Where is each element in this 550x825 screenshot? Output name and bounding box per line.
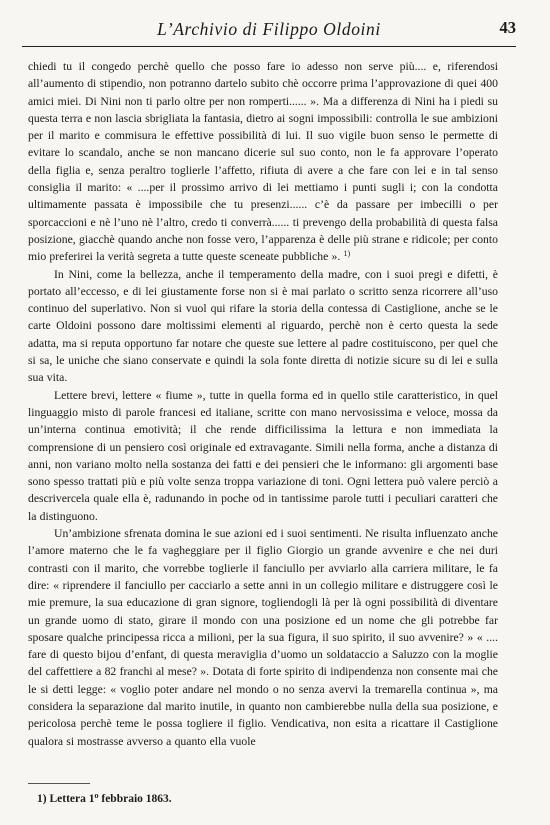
footnote — [37, 793, 172, 805]
footnote-date: febbraio 1863. — [101, 793, 172, 805]
footnote-text: Lettera 1 — [49, 793, 95, 805]
paragraph-1 — [28, 58, 498, 266]
paragraph-4: Un’ambizione sfrenata domina le sue azioni ed i suoi sentimenti. Ne risulta influenzato anche l’amore materno che le fa vagheggiare per il figlio Giorgio un grande avvenire e che nei duri contrasti con il marito, che vorrebbe toglierle il fanciullo per avviarlo alla carriera militare, le fa dire: « riprendere il fanciullo per cacciarlo a sette anni in un collegio militare e distruggere così le mie premure, la sua educazione di gran signore, togliendogli là per là ogni possibilità di diventare un grande uomo di stato, girare il mondo con una posizione ed un nome che gli potrebbe far sposare qualche principessa ricca a milioni, per la sua figura, il suo spirito, il suo avvenire? » « .... fare di questo bijou d’enfant, di questa meraviglia d’uomo un soldataccio a Saluzzo con la moglie del caffettiere a 82 franchi al mese? ». Dotata di forte spirito di indipendenza non consente mai che le si detti legge: « voglio poter andare nel mondo o no senza avervi la tremarella continua », ma considera la separazione dal marito inutile, in quanto non cambierebbe nulla della sua posizione, e pericolosa perchè teme le possa togliere il figlio. Vendicativa, non esita a ricattare il Castiglione qualora si mostrasse avverso a quanto ella vuole — [28, 527, 498, 748]
footnote-reference: 1) — [343, 249, 351, 259]
paragraph-2: In Nini, come la bellezza, anche il temperamento della madre, con i suoi pregi e difetti, è portato all’eccesso, e di lei giustamente forse non si è mai parlato o scritto senza ricorrere all’uso continuo del superlativo. Non si vuol qui rifare la storia della contessa di Castiglione, anche se le carte Oldoini possono dare moltissimi elementi al riguardo, perchè non è certo questa la sede adatta, ma si reputa opportuno far notare che queste sue lettere al padre costituiscono, per quel che si sa, le uniche che siano conservate e quindi la sola fonte diretta di notizie sicure su di lei e sulla sua vita. — [28, 267, 498, 385]
footnote-divider — [28, 783, 90, 784]
paragraph-3: Lettere brevi, lettere « fiume », tutte in quella forma ed in quello stile caratteristico, in quel linguaggio misto di parole francesi ed italiane, scritte con mano nervosissima e veloce, mossa da un’interna continua emotività; il che rende difficilissima la lettura e non immediata la comprensione di un pensiero così originale ed extravagante. Simili nella forma, anche a distanza di anni, non variano molto nella sostanza dei fatti e dei pensieri che le informano: gli argomenti base sono spesso trattati più e più volte senza troppa variazione di toni. Ogni lettera può valere perciò a descrivercela quale ella è, radunando in poche od in tantissime parole tutti i peculiari caratteri che la distinguono. — [28, 388, 498, 523]
page-header — [22, 14, 516, 47]
page-number: 43 — [499, 18, 516, 37]
paragraph-1-text: chiedi tu il congedo perchè quello che posso fare io adesso non serve più.... e, riferendosi all’aumento di stipendio, non potranno dartelo subito chè occorre prima l’approvazione di quei 400 amici miei. Di Nini non ti parlo oltre per non romperti...... ». Ma a differenza di Nini ha i piedi su questa terra e non lascia sbrigliata la fantasia, dietro ai sogni impossibili: controlla le sue ambizioni per il marito e commisura le effettive possibilità di lui. Il suo vigile buon senso le permette di evitare lo scandalo, anche se non mancano dicerie sul suo conto, non le fa approvare l’operato della figlia e, senza peraltro toglierle l’affetto, rifiuta di avere a che fare con lei e in tal senso consiglia il marito: « ....per il prossimo arrivo di lei mettiamo i punti sugli i; con la condotta ultimamente passata è impossibile che tu presenzi...... c’è da passare per imbecilli o per sporcaccioni e nè l’uno nè l’altro, credo ti converrà...... ti prevengo della probabilità di questa falsa posizione, giacchè quando anche non fosse vero, l’apparenza è delle più strane e ridicole; per conto mio preferirei la verità segreta a tutte queste sceneate pubbliche ». — [28, 60, 498, 264]
footnote-superscript: o — [94, 791, 99, 800]
footnote-marker: 1) — [37, 793, 47, 805]
running-title: L’Archivio di Filippo Oldoini — [157, 19, 381, 39]
body-text — [28, 58, 498, 750]
